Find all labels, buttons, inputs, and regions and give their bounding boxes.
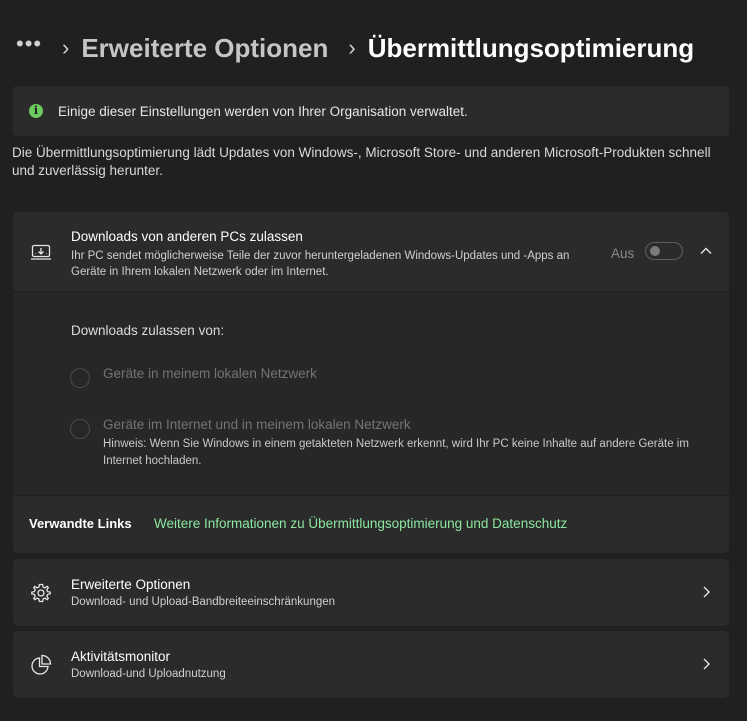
chevron-right-icon [699, 657, 713, 671]
page-title: Übermittlungsoptimierung [367, 32, 695, 63]
downloads-expander-header[interactable] [13, 212, 729, 291]
metered-network-note: Hinweis: Wenn Sie Windows in einem getakteten Netzwerk erkennt, wird Ihr PC keine Inhalte auf andere Geräte im Internet hochladen. [103, 438, 689, 467]
downloads-setting-title: Downloads von anderen PCs zulassen [71, 229, 303, 244]
toggle-knob [650, 246, 660, 256]
download-icon [31, 244, 51, 260]
page-description: Die Übermittlungsoptimierung lädt Updates von Windows-, Microsoft Store- und anderen Microsoft-Produkten schnell und zuverlässig herunter. [12, 145, 711, 178]
activity-monitor-card[interactable] [13, 631, 729, 698]
related-links-title: Verwandte Links [29, 516, 132, 531]
activity-monitor-title: Aktivitätsmonitor [71, 649, 171, 664]
toggle-state-label: Aus [611, 246, 635, 261]
radio-local-network-label: Geräte in meinem lokalen Netzwerk [103, 366, 317, 381]
radio-local-network[interactable] [70, 368, 90, 388]
advanced-options-title: Erweiterte Optionen [71, 577, 191, 592]
privacy-info-link[interactable]: Weitere Informationen zu Übermittlungsoptimierung und Datenschutz [154, 516, 568, 531]
breadcrumb-separator-icon: › [62, 35, 70, 60]
radio-internet-and-local-label: Geräte im Internet und in meinem lokalen Netzwerk [103, 417, 411, 432]
breadcrumb [16, 28, 694, 68]
downloads-toggle[interactable] [645, 242, 683, 260]
info-icon: i [29, 104, 43, 118]
downloads-expander-body [13, 292, 729, 495]
advanced-options-card[interactable] [13, 559, 729, 626]
advanced-options-subtitle: Download- und Upload-Bandbreiteeinschränkungen [71, 596, 336, 608]
breadcrumb-separator-icon: › [348, 35, 356, 60]
chevron-right-icon [699, 585, 713, 599]
more-icon[interactable]: ••• [16, 31, 43, 56]
related-links [13, 496, 729, 553]
gear-icon [30, 582, 52, 604]
activity-monitor-subtitle: Download-und Uploadnutzung [71, 668, 226, 680]
info-bar [13, 86, 729, 136]
info-bar-text: Einige dieser Einstellungen werden von Ihrer Organisation verwaltet. [58, 103, 468, 119]
allow-downloads-label: Downloads zulassen von: [71, 323, 225, 338]
pie-chart-icon [30, 654, 52, 676]
downloads-expander-card [13, 212, 729, 553]
breadcrumb-parent[interactable]: Erweiterte Optionen [81, 32, 329, 63]
downloads-setting-description: Ihr PC sendet möglicherweise Teile der zuvor heruntergeladenen Windows-Updates und -Apps an Geräte in Ihrem lokalen Netzwerk oder im Internet. [71, 250, 570, 278]
chevron-up-icon[interactable] [699, 244, 713, 258]
radio-internet-and-local[interactable] [70, 419, 90, 439]
